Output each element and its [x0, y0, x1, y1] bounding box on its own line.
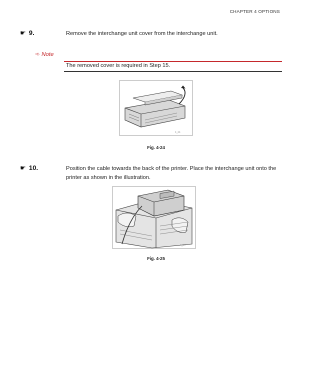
svg-text:4_24: 4_24: [175, 131, 181, 134]
step-10-text: Position the cable towards the back of the printer. Place the interchange unit onto the printer as shown in the illustration.: [66, 166, 277, 181]
note-label-text: Note: [41, 52, 54, 58]
figure-caption-4-25: Fig. 4-25: [147, 256, 165, 261]
note-arrow-icon: ➾: [35, 52, 40, 58]
step-9-text: Remove the interchange unit cover from the interchange unit.: [66, 31, 218, 37]
note-label: [35, 52, 54, 58]
step-9-label: 9.: [28, 30, 35, 37]
figure-caption-4-24: Fig. 4-24: [147, 145, 165, 150]
note-bottom-rule: [64, 71, 282, 72]
pointing-hand-icon: ☛: [20, 30, 26, 37]
chapter-header: CHAPTER 4 OPTIONS: [229, 9, 280, 14]
note-text: The removed cover is required in Step 15.: [66, 62, 171, 69]
printer-interchange-unit-illustration: [112, 186, 196, 249]
svg-text:4_25: 4_25: [180, 244, 186, 247]
step-9-number: [20, 29, 34, 37]
pointing-hand-icon: ☛: [20, 165, 26, 172]
interchange-unit-cover-illustration: [119, 80, 193, 136]
step-10-number: [20, 164, 38, 172]
step-10-label: 10.: [28, 165, 39, 172]
